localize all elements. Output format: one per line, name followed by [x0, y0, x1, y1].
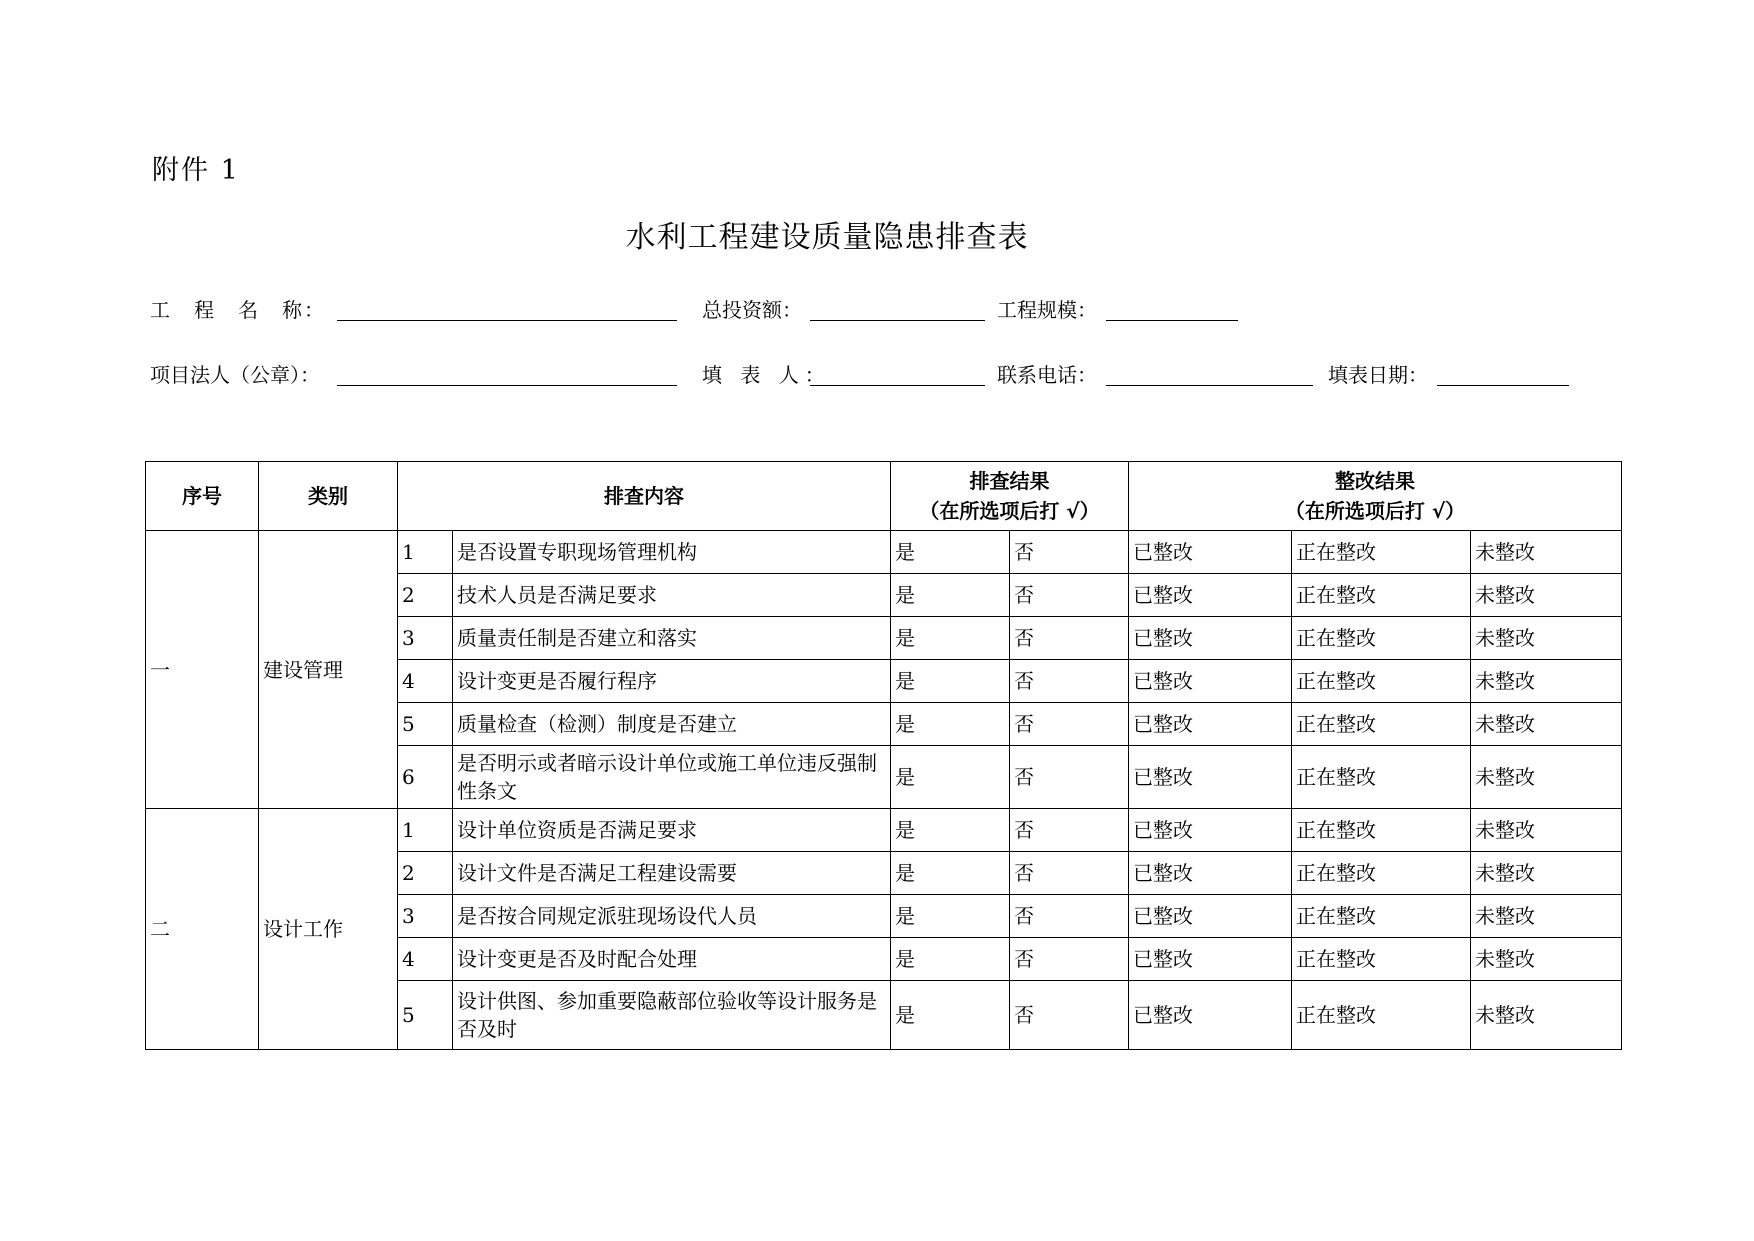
option-no[interactable]: 否: [1010, 617, 1129, 660]
option-rectified[interactable]: 已整改: [1129, 809, 1292, 852]
item-content: 质量责任制是否建立和落实: [453, 617, 891, 660]
option-no[interactable]: 否: [1010, 574, 1129, 617]
item-content: 是否设置专职现场管理机构: [453, 531, 891, 574]
option-not-rectified[interactable]: 未整改: [1471, 938, 1622, 981]
item-content: 设计单位资质是否满足要求: [453, 809, 891, 852]
option-rectified[interactable]: 已整改: [1129, 938, 1292, 981]
project-scale-field[interactable]: [1106, 320, 1238, 321]
item-number: 5: [398, 703, 453, 746]
option-no[interactable]: 否: [1010, 809, 1129, 852]
option-rectifying[interactable]: 正在整改: [1292, 617, 1471, 660]
page-title: 水利工程建设质量隐患排查表: [625, 220, 1029, 255]
option-not-rectified[interactable]: 未整改: [1471, 809, 1622, 852]
item-number: 2: [398, 852, 453, 895]
option-no[interactable]: 否: [1010, 746, 1129, 809]
table-header-row: [146, 462, 1622, 531]
filler-label: 填 表 人：: [702, 363, 831, 387]
option-rectified[interactable]: 已整改: [1129, 852, 1292, 895]
item-number: 3: [398, 895, 453, 938]
table-row: [146, 809, 1622, 852]
option-not-rectified[interactable]: 未整改: [1471, 981, 1622, 1050]
option-rectified[interactable]: 已整改: [1129, 981, 1292, 1050]
option-not-rectified[interactable]: 未整改: [1471, 895, 1622, 938]
option-yes[interactable]: 是: [891, 809, 1010, 852]
item-content: 是否明示或者暗示设计单位或施工单位违反强制性条文: [453, 746, 891, 809]
option-rectifying[interactable]: 正在整改: [1292, 746, 1471, 809]
item-number: 1: [398, 809, 453, 852]
option-rectified[interactable]: 已整改: [1129, 895, 1292, 938]
total-investment-label: 总投资额：: [702, 298, 802, 322]
option-not-rectified[interactable]: 未整改: [1471, 746, 1622, 809]
item-content: 设计变更是否履行程序: [453, 660, 891, 703]
item-content: 技术人员是否满足要求: [453, 574, 891, 617]
option-rectifying[interactable]: 正在整改: [1292, 574, 1471, 617]
item-content: 是否按合同规定派驻现场设代人员: [453, 895, 891, 938]
group-category: 设计工作: [259, 809, 398, 1050]
option-not-rectified[interactable]: 未整改: [1471, 574, 1622, 617]
header-check-result-note: （在所选项后打 √）: [919, 499, 1100, 523]
filler-field[interactable]: [810, 385, 985, 386]
inspection-table: [145, 461, 1622, 1050]
header-category: 类别: [259, 462, 398, 531]
option-not-rectified[interactable]: 未整改: [1471, 617, 1622, 660]
option-no[interactable]: 否: [1010, 895, 1129, 938]
option-rectified[interactable]: 已整改: [1129, 617, 1292, 660]
phone-label: 联系电话：: [997, 363, 1097, 387]
option-no[interactable]: 否: [1010, 531, 1129, 574]
form-row-2: [0, 349, 1754, 389]
phone-field[interactable]: [1106, 385, 1313, 386]
option-no[interactable]: 否: [1010, 852, 1129, 895]
option-rectified[interactable]: 已整改: [1129, 746, 1292, 809]
legal-person-label: 项目法人（公章）：: [150, 363, 320, 387]
option-yes[interactable]: 是: [891, 617, 1010, 660]
attachment-label: 附件 1: [152, 155, 240, 186]
option-yes[interactable]: 是: [891, 531, 1010, 574]
option-yes[interactable]: 是: [891, 746, 1010, 809]
table-row: [146, 531, 1622, 574]
option-not-rectified[interactable]: 未整改: [1471, 852, 1622, 895]
option-rectifying[interactable]: 正在整改: [1292, 981, 1471, 1050]
total-investment-field[interactable]: [810, 320, 985, 321]
option-rectifying[interactable]: 正在整改: [1292, 703, 1471, 746]
option-rectifying[interactable]: 正在整改: [1292, 660, 1471, 703]
option-yes[interactable]: 是: [891, 574, 1010, 617]
group-category: 建设管理: [259, 531, 398, 809]
fill-date-label: 填表日期：: [1328, 363, 1428, 387]
option-yes[interactable]: 是: [891, 981, 1010, 1050]
option-not-rectified[interactable]: 未整改: [1471, 531, 1622, 574]
item-content: 设计变更是否及时配合处理: [453, 938, 891, 981]
option-not-rectified[interactable]: 未整改: [1471, 703, 1622, 746]
group-seq: 一: [146, 531, 259, 809]
option-rectified[interactable]: 已整改: [1129, 703, 1292, 746]
option-rectified[interactable]: 已整改: [1129, 660, 1292, 703]
option-rectifying[interactable]: 正在整改: [1292, 809, 1471, 852]
option-rectifying[interactable]: 正在整改: [1292, 895, 1471, 938]
option-no[interactable]: 否: [1010, 660, 1129, 703]
option-rectified[interactable]: 已整改: [1129, 574, 1292, 617]
header-seq: 序号: [146, 462, 259, 531]
option-yes[interactable]: 是: [891, 660, 1010, 703]
option-yes[interactable]: 是: [891, 703, 1010, 746]
option-rectified[interactable]: 已整改: [1129, 531, 1292, 574]
item-number: 4: [398, 938, 453, 981]
option-no[interactable]: 否: [1010, 981, 1129, 1050]
header-rectify-result-title: 整改结果: [1335, 469, 1416, 493]
item-content: 质量检查（检测）制度是否建立: [453, 703, 891, 746]
item-number: 1: [398, 531, 453, 574]
option-no[interactable]: 否: [1010, 938, 1129, 981]
fill-date-field[interactable]: [1437, 385, 1569, 386]
option-not-rectified[interactable]: 未整改: [1471, 660, 1622, 703]
item-content: 设计文件是否满足工程建设需要: [453, 852, 891, 895]
item-number: 3: [398, 617, 453, 660]
group-seq: 二: [146, 809, 259, 1050]
form-row-1: [0, 284, 1754, 324]
item-content: 设计供图、参加重要隐蔽部位验收等设计服务是否及时: [453, 981, 891, 1050]
header-check-result-title: 排查结果: [969, 469, 1050, 493]
option-yes[interactable]: 是: [891, 852, 1010, 895]
header-check-result: [891, 462, 1129, 531]
header-content: 排查内容: [398, 462, 891, 531]
header-rectify-result: [1129, 462, 1622, 531]
item-number: 5: [398, 981, 453, 1050]
option-no[interactable]: 否: [1010, 703, 1129, 746]
legal-person-field[interactable]: [337, 385, 677, 386]
item-number: 2: [398, 574, 453, 617]
project-name-field[interactable]: [337, 320, 677, 321]
item-number: 6: [398, 746, 453, 809]
header-rectify-result-note: （在所选项后打 √）: [1284, 499, 1466, 523]
option-rectifying[interactable]: 正在整改: [1292, 531, 1471, 574]
item-number: 4: [398, 660, 453, 703]
option-rectifying[interactable]: 正在整改: [1292, 938, 1471, 981]
project-name-label: 工 程 名 称：: [150, 298, 326, 322]
option-rectifying[interactable]: 正在整改: [1292, 852, 1471, 895]
option-yes[interactable]: 是: [891, 938, 1010, 981]
project-scale-label: 工程规模：: [997, 298, 1097, 322]
option-yes[interactable]: 是: [891, 895, 1010, 938]
